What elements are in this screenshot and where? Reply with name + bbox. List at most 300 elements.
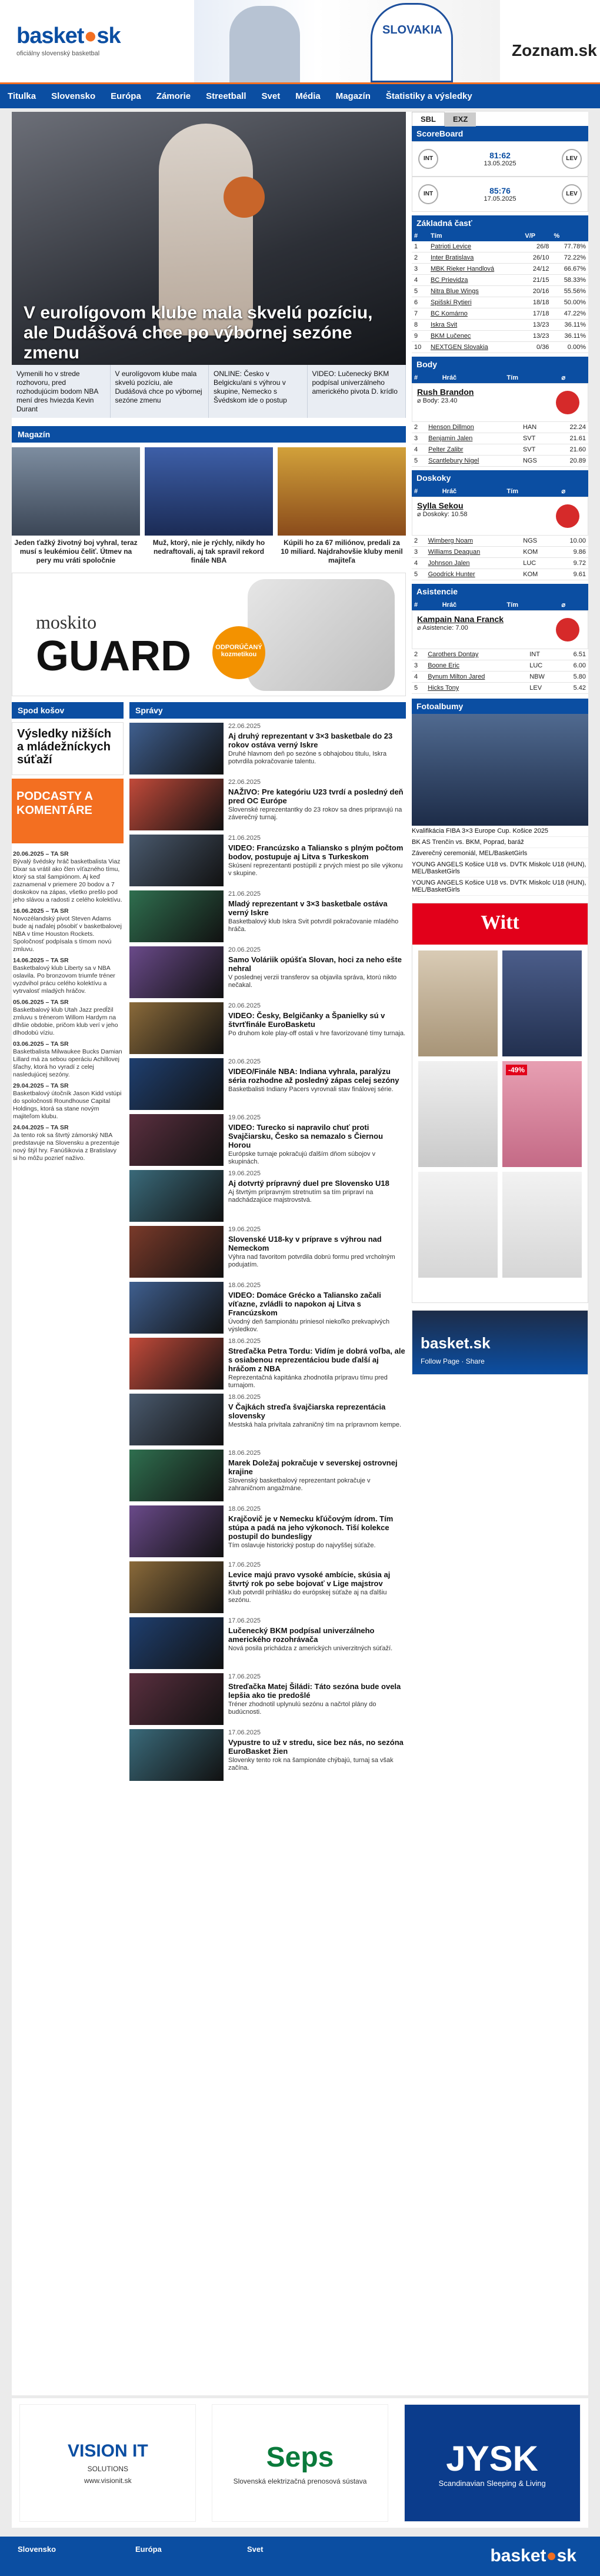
news-item[interactable] [129,723,406,775]
featured-sub-link[interactable]: VIDEO: Lučenecký BKM podpísal univerzálneho amerického pivota D. krídlo [308,365,406,418]
news-thumb[interactable] [129,1617,224,1669]
news-item[interactable] [129,1505,406,1557]
standings-row[interactable] [412,241,588,252]
spravy-column [129,702,406,1781]
news-text: Slovenské reprezentantky do 23 rokov sa dnes pripravujú na záverečný turnaj. [228,806,402,821]
footer-link[interactable]: Svet [247,2545,264,2554]
news-title[interactable]: Aj dotvrtý prípravný duel pre Slovensko U18 [228,1179,389,1188]
stat-cell: 3 [412,433,426,444]
stat-col-header: Hráč [440,599,505,610]
standings-cell: 5 [412,286,428,297]
stat-row[interactable] [412,649,588,660]
standings-row[interactable] [412,252,588,264]
partner-logo-suffix: .sk [574,41,597,59]
score-date: 17.05.2025 [484,195,516,202]
witt-ad[interactable] [412,903,588,1303]
news-title[interactable]: Mladý reprezentant v 3×3 basketbale ostáva verný Iskre [228,899,388,917]
player-name[interactable]: Hicks Tony [425,683,527,694]
fb-follow-button[interactable]: Follow Page [421,1357,460,1365]
stat-row[interactable] [412,444,588,456]
magazin-card[interactable] [145,447,273,568]
stat-cell: LUC [521,558,553,569]
stat-cell: LUC [527,660,559,672]
facebook-widget[interactable] [412,1310,588,1375]
magazin-card-image [145,447,273,536]
standings-cell: 77.78% [551,241,588,252]
footer-link[interactable]: Európa [135,2545,162,2554]
entry-text[interactable]: Ja tento rok sa štvrtý zámorský NBA predstavuje na Slovensku a prezentuje nový štýl hry. Fanúšikovia z Bratislavy si ho môžu pozrieť naživo. [13,1132,119,1162]
entry-text[interactable]: Bývalý švédsky hráč basketbalista Viaz Dixar sa vrátil ako člen víťazného tímu, ktorý sa stal šampiónom. Aj keď zaznamenal v priemere 20 bodov a 7 doskokov na zápas, všetko prešlo pod jeho slávou a radosti z celého kolektívu. [13,858,122,903]
score-row[interactable] [412,141,588,177]
news-title[interactable]: Krajčovič je v Nemecku kľúčovým ídrom. Tím stúpa a padá na jeho výkonoch. Tiší kolekce postupil do bundesligy [228,1514,394,1541]
standings-cell: 3 [412,264,428,275]
news-item[interactable] [129,1673,406,1725]
team-name[interactable]: Spišskí Rytieri [428,297,522,308]
news-body [224,1505,406,1557]
magazin-card[interactable] [12,447,140,568]
player-name[interactable]: Carothers Dontay [425,649,527,660]
left-column [12,112,406,1771]
stat-col-header: ⌀ [559,486,588,497]
standings-cell: 21/15 [522,275,551,286]
footer-logo-main: basket [490,2546,546,2565]
news-item[interactable] [129,1114,406,1166]
news-title[interactable]: Lučenecký BKM podpísal univerzálneho amerického rozohrávača [228,1626,375,1644]
news-title[interactable]: Slovenské U18-ky v príprave s výhrou nad Nemeckom [228,1235,382,1252]
podcasts-link[interactable]: PODCASTY A KOMENTÁRE [12,779,124,843]
sponsor-url: www.visionit.sk [84,2477,132,2485]
footer-link[interactable]: Slovensko [18,2545,56,2554]
standings-cell: 10 [412,342,428,353]
news-thumb[interactable] [129,1170,224,1222]
news-thumb[interactable] [129,946,224,998]
news-title[interactable]: Levice majú pravo vysoké ambície, skúsia aj štvrtý rok po sebe bojovať v Lige majstrov [228,1570,391,1588]
news-text: Tím oslavuje historický postup do najvyššej súťaže. [228,1542,376,1549]
standings-cell: 13/23 [522,320,551,331]
news-item[interactable] [129,1394,406,1445]
sponsor-name: VISION IT [67,2441,148,2461]
news-item[interactable] [129,779,406,830]
stat-leader-name[interactable]: Sylla Sekou [417,501,464,510]
news-item[interactable] [129,1729,406,1781]
featured-title[interactable]: V eurolígovom klube mala skvelú pozíciu, ale Dudášová chce po výbornej sezóne zmenu [24,303,373,363]
news-item[interactable] [129,1058,406,1110]
fb-share-button[interactable]: Share [465,1357,485,1365]
featured-sub-link[interactable]: V eurolígovom klube mala skvelú pozíciu, ale Dudášová chce po výbornej sezóne zmenu [111,365,209,418]
stat-cell: 3 [412,660,425,672]
featured-sub-link[interactable]: ONLINE: Česko v Belgicku/ani s výhrou v skupine, Nemecko s Švédskom ide o postup [209,365,308,418]
player-name[interactable]: Goodrick Hunter [426,569,521,580]
news-body [224,890,406,942]
nav-media[interactable]: Média [295,91,321,101]
news-item[interactable] [129,890,406,942]
news-title[interactable]: VIDEO: Domáce Grécko a Taliansko začali víťazne, zvládli to napokon aj Litva s Francúzskom [228,1291,381,1317]
standings-row[interactable] [412,264,588,275]
stat-leader[interactable] [412,383,588,422]
news-body [224,1338,406,1390]
stat-col-header: Hráč [440,486,505,497]
news-item[interactable] [129,1282,406,1334]
standings-cell: 0.00% [551,342,588,353]
news-date: 18.06.2025 [228,1394,261,1401]
news-thumb[interactable] [129,1282,224,1334]
stat-row[interactable] [412,672,588,683]
stat-col-header: ⌀ [559,372,588,383]
entry-text[interactable]: Basketbalový klub Liberty sa v NBA oslavila. Po bronzovom triumfe tréner vyzdvihol prácu celého kolektívu a vytrvalosť mladých hráčov. [13,965,115,995]
news-item[interactable] [129,1226,406,1278]
magazin-card-title[interactable]: Jeden ťažký životný boj vyhral, teraz musí s leukémiou čeliť. Útmev na pery mu vráti spoločnie [14,539,138,564]
news-title[interactable]: VIDEO/Finále NBA: Indiana vyhrala, paralýzu séria rozhodne až posledný zápas celej sezóny [228,1067,399,1085]
stat-cell: KOM [521,569,553,580]
news-body [224,1282,406,1334]
news-body [224,946,406,998]
entry-text[interactable]: Basketbalový klub Utah Jazz predĺžil zmluvu s trénerom Willom Hardym na dlhšie obdobie, pričom klub verí v jeho dlhodobú víziu. [13,1006,118,1036]
news-thumb[interactable] [129,835,224,886]
standings-col-header: % [551,231,588,241]
logo-ball-icon: ● [84,24,97,48]
standings-cell: 9 [412,331,428,342]
nav-svet[interactable]: Svet [261,91,281,101]
stat-leader[interactable] [412,497,588,536]
stat-row[interactable] [412,558,588,569]
stat-cell: NGS [521,456,552,467]
fotoalbum-link[interactable]: YOUNG ANGELS Košice U18 vs. DVTK Miskolc U18 (HUN), MEL/BasketGirls [412,877,588,896]
witt-products [412,945,588,1284]
nav-statistiky[interactable]: Štatistiky a výsledky [385,91,472,101]
standings-row[interactable] [412,308,588,320]
news-date: 20.06.2025 [228,946,261,953]
news-title[interactable]: Vypustre to už v stredu, sice bez nás, no sezóna EuroBasket žien [228,1738,404,1756]
player-name[interactable]: Henson Dillmon [426,422,521,433]
spod-kosov-column [12,702,124,1166]
news-date: 19.06.2025 [228,1114,261,1121]
magazin-card[interactable] [278,447,406,568]
news-thumb[interactable] [129,1450,224,1501]
stat-row[interactable] [412,683,588,694]
standings-cell: 26/8 [522,241,551,252]
partner-logo[interactable] [512,41,597,60]
news-thumb[interactable] [129,779,224,830]
news-item[interactable] [129,1170,406,1222]
news-text: Basketbalisti Indiany Pacers vyrovnali stav finálovej série. [228,1086,394,1093]
header-banner [194,0,500,82]
news-item[interactable] [129,835,406,886]
stat-row[interactable] [412,433,588,444]
nav-europa[interactable]: Európa [111,91,141,101]
news-date: 18.06.2025 [228,1282,261,1289]
fotoalbum-link[interactable]: YOUNG ANGELS Košice U18 vs. DVTK Miskolc U18 (HUN), MEL/BasketGirls [412,859,588,877]
magazin-card-image [12,447,140,536]
news-thumb[interactable] [129,1561,224,1613]
standings-col-header: # [412,231,428,241]
stat-cell: 5.80 [560,672,588,683]
news-date: 22.06.2025 [228,723,261,730]
nav-zamorie[interactable]: Zámorie [156,91,191,101]
stat-leader[interactable] [412,610,588,649]
news-thumb[interactable] [129,1338,224,1390]
standings-cell: 24/12 [522,264,551,275]
stat-leader-value: ⌀ Body: 23.40 [417,397,458,404]
witt-product-image [418,1172,498,1278]
stat-leader-name[interactable]: Rush Brandon [417,387,474,397]
news-title[interactable]: VIDEO: Turecko si napravilo chuť proti Svajčiarsku, Česko sa nemazalo s Čiernou Horou [228,1123,384,1149]
standings-cell: 13/23 [522,331,551,342]
spod-kosov-header[interactable]: Spod košov [12,702,124,719]
ad-brand-top: moskito [36,611,97,633]
featured-article[interactable] [12,112,406,365]
stat-col-header: # [412,486,440,497]
stat-cell: 5.42 [560,683,588,694]
team-name[interactable]: Nitra Blue Wings [428,286,522,297]
banner-player-right [371,3,453,82]
entry-date: 14.06.2025 – TA SR [13,957,69,964]
standings-cell: 2 [412,252,428,264]
stat-cell: SVT [521,433,552,444]
standings-row[interactable] [412,286,588,297]
news-date: 19.06.2025 [228,1226,261,1233]
standings-cell: 17/18 [522,308,551,320]
nav-streetball[interactable]: Streetball [206,91,246,101]
stat-col-header: Tím [504,372,559,383]
news-body [224,1617,406,1669]
stat-cell: NGS [521,536,553,547]
entry-text[interactable]: Basketbalový útočník Jason Kidd vstúpi do spoločnosti Roundhouse Capital Holdings, ktorá sa stane novým majiteľom klubu. [13,1090,122,1120]
fotoalbum-link[interactable]: BK AS Trenčín vs. BKM, Poprad, baráž [412,837,588,848]
magazin-header[interactable]: Magazín [12,426,406,443]
news-title[interactable]: Marek Doležaj pokračuje v severskej ostrovnej krajine [228,1458,398,1476]
league-tabs [412,112,588,126]
away-team-crest: LEV [562,149,582,169]
content [12,112,588,2395]
news-body [224,1058,406,1110]
player-name[interactable]: Williams Deaquan [426,547,521,558]
news-item[interactable] [129,1617,406,1669]
news-thumb[interactable] [129,723,224,775]
nav-slovensko[interactable]: Slovensko [51,91,96,101]
witt-logo: Witt [412,903,588,945]
player-name[interactable]: Wimberg Noam [426,536,521,547]
standings-row[interactable] [412,342,588,353]
site-logo[interactable] [16,24,158,65]
team-name[interactable]: BC Prievidza [428,275,522,286]
standings-row[interactable] [412,275,588,286]
score-row[interactable] [412,177,588,212]
standings-cell: 58.33% [551,275,588,286]
stat-cell: 4 [412,444,426,456]
news-text: Výhra nad favoritom potvrdila dobrú formu pred vrcholným podujatím. [228,1254,395,1268]
news-title[interactable]: VIDEO: Česky, Belgičanky a Španielky sú v štvrťfinále EuroBasketu [228,1011,385,1029]
news-thumb[interactable] [129,890,224,942]
fotoalbum-link[interactable]: Kvalifikácia FIBA 3×3 Europe Cup. Košice 2025 [412,826,588,837]
news-thumb[interactable] [129,1058,224,1110]
news-title[interactable]: Samo Voláriik opúšťa Slovan, hoci za neho ešte nehral [228,955,402,973]
stat-cell: KOM [521,547,553,558]
home-team-crest: INT [418,184,438,204]
footer [0,2537,600,2576]
nav-titulka[interactable]: Titulka [8,91,36,101]
team-crest-icon [556,618,579,641]
stat-cell: 20.89 [552,456,588,467]
news-title[interactable]: Aj druhý reprezentant v 3×3 basketbale do 23 rokov ostáva verný Iskre [228,732,393,749]
news-body [224,1002,406,1054]
magazin-card-image [278,447,406,536]
news-item[interactable] [129,1561,406,1613]
player-name[interactable]: Pelter Zalibr [426,444,521,456]
news-thumb[interactable] [129,1729,224,1781]
news-item[interactable] [129,1338,406,1390]
standings-cell: 50.00% [551,297,588,308]
stat-row[interactable] [412,569,588,580]
footer-ball-icon: ● [546,2546,557,2565]
standings-cell: 1 [412,241,428,252]
entry-text[interactable]: Basketbalista Milwaukee Bucks Damian Lillard má za sebou operáciu Achillovej šľachy, ktorá ho vyradí z celej nasledujúcej sezóny. [13,1048,122,1078]
featured-sub-link[interactable]: Vymenili ho v strede rozhovoru, pred rozhodujúcim bodom NBA mení dres hviezda Kevin Durant [12,365,111,418]
standings-cell: 18/18 [522,297,551,308]
news-thumb[interactable] [129,1394,224,1445]
fb-actions: Follow Page · Share [421,1357,485,1365]
stat-cell: 6.51 [560,649,588,660]
news-title[interactable]: V Čajkách streďa švajčiarska reprezentácia slovensky [228,1402,386,1420]
team-name[interactable]: BC Komárno [428,308,522,320]
stat-cell: 5 [412,569,426,580]
news-date: 22.06.2025 [228,779,261,786]
news-date: 18.06.2025 [228,1450,261,1457]
magazin-card-title[interactable]: Muž, ktorý, nie je rýchly, nikdy ho nedraftovali, aj tak spravil rekord finále NBA [152,539,265,564]
witt-product-image [418,950,498,1056]
news-body [224,1226,406,1278]
standings-row[interactable] [412,331,588,342]
sponsor-jysk[interactable] [404,2404,581,2522]
stat-head-row [412,372,588,383]
stat-cell: SVT [521,444,552,456]
standings-cell: 55.56% [551,286,588,297]
logo-accent: sk [96,24,121,48]
standings-row[interactable] [412,297,588,308]
news-thumb[interactable] [129,1505,224,1557]
team-name[interactable]: MBK Rieker Handlová [428,264,522,275]
fotoalbum-list [412,826,588,896]
stat-header[interactable]: Asistencie [412,584,588,599]
news-title[interactable]: NAŽIVO: Pre kategóriu U23 tvrdí a posledný deň pred OC Európe [228,787,404,805]
fotoalbum-image[interactable] [412,714,588,826]
stat-row[interactable] [412,536,588,547]
featured-subrow [12,365,406,418]
news-item[interactable] [129,946,406,998]
stat-col-header: Tím [504,486,559,497]
fotoalbumy-header[interactable]: Fotoalbumy [412,699,588,714]
results-link[interactable]: Výsledky nižších a mládežníckych súťaží [12,722,124,775]
stat-row[interactable] [412,456,588,467]
stat-leader-value: ⌀ Doskoky: 10.58 [417,511,468,518]
sponsor-seps[interactable] [212,2404,388,2522]
stat-header[interactable]: Doskoky [412,470,588,486]
team-crest-icon [556,504,579,528]
score-date: 13.05.2025 [484,160,516,167]
spravy-header[interactable]: Správy [129,702,406,719]
news-date: 18.06.2025 [228,1505,261,1513]
stat-cell: 6.00 [560,660,588,672]
stat-leader-name[interactable]: Kampain Nana Franck [417,614,504,624]
news-thumb[interactable] [129,1226,224,1278]
news-text: Po druhom kole play-off ostali v hre favorizované tímy turnaja. [228,1030,406,1037]
standings-cell: 72.22% [551,252,588,264]
stat-row[interactable] [412,422,588,433]
player-name[interactable]: Boone Eric [425,660,527,672]
witt-product-image [502,1061,582,1167]
stat-leader-value: ⌀ Asistencie: 7.00 [417,624,468,631]
news-body [224,1394,406,1445]
news-item[interactable] [129,1450,406,1501]
stat-col-header: # [412,599,440,610]
stat-cell: 21.61 [552,433,588,444]
team-name[interactable]: Iskra Svit [428,320,522,331]
stat-cell: 22.24 [552,422,588,433]
tab-sbl[interactable]: SBL [412,112,445,126]
standings-cell: 36.11% [551,331,588,342]
fotoalbum-link[interactable]: Záverečný ceremoniál, MEL/BasketGirls [412,848,588,859]
news-text: Basketbalový klub Iskra Svit potvrdil pokračovanie mladého hráča. [228,918,399,933]
standings-row[interactable] [412,320,588,331]
tab-exz[interactable]: EXZ [445,112,476,127]
home-team-crest: INT [418,149,438,169]
witt-product-image [502,950,582,1056]
nav-magazin[interactable]: Magazín [335,91,371,101]
news-text: Aj štvrtým prípravným stretnutím sa tím pripraví na nadchádzajúce majstrovstvá. [228,1189,374,1204]
team-name[interactable]: BKM Lučenec [428,331,522,342]
player-name[interactable]: Scantlebury Nigel [426,456,521,467]
news-date: 17.06.2025 [228,1561,261,1568]
moskito-ad[interactable] [12,573,406,696]
stat-header[interactable]: Body [412,357,588,372]
news-list [129,723,406,1781]
stat-row[interactable] [412,547,588,558]
sponsor-jysk-block [405,2405,580,2521]
news-date: 18.06.2025 [228,1338,261,1345]
stat-col-header: Tím [504,599,559,610]
ad-badge: ODPORÚČANÝ kozmetikou [212,626,265,679]
stat-table [412,422,588,467]
stat-cell: NBW [527,672,559,683]
score-cell [484,186,516,202]
news-title[interactable]: VIDEO: Francúzsko a Taliansko s plným počtom bodov, postupuje aj Litva s Turkeskom [228,843,404,861]
news-body [224,1170,406,1222]
stat-row[interactable] [412,660,588,672]
entry-text[interactable]: Novozélandský pivot Steven Adams bude aj naďalej pôsobiť v basketbalovej NBA v tíme Houston Rockets. Spoločnosť podpísala s tímom novú zmluvu. [13,915,122,953]
news-title[interactable]: Streďačka Petra Tordu: Vidím je dobrá voľba, ale s osiabenou reprezentáciou bude ďalší aj hráčom z NBA [228,1347,405,1373]
team-name[interactable]: NEXTGEN Slovakia [428,342,522,353]
news-title[interactable]: Streďačka Matej Šiládi: Táto sezóna bude ovela lepšia ako tie predošlé [228,1682,401,1700]
team-name[interactable]: Patrioti Levice [428,241,522,252]
news-date: 19.06.2025 [228,1170,261,1177]
news-text: V poslednej verzii transferov sa objavila správa, ktorú nikto nečakal. [228,974,397,989]
sponsor-name: JYSK [446,2439,539,2478]
news-thumb[interactable] [129,1002,224,1054]
sponsors [12,2398,588,2528]
player-name[interactable]: Benjamin Jalen [426,433,521,444]
team-name[interactable]: Inter Bratislava [428,252,522,264]
news-text: Slovenky tento rok na šampionáte chýbajú, turnaj sa však začína. [228,1757,394,1771]
player-name[interactable]: Johnson Jalen [426,558,521,569]
sponsor-visionit[interactable] [19,2404,196,2522]
magazin-card-title[interactable]: Kúpili ho za 67 miliónov, predali za 10 miliard. Najdrahovšie kluby menil majiteľa [281,539,403,564]
news-thumb[interactable] [129,1114,224,1166]
news-text: Tréner zhodnotil uplynulú sezónu a načrtol plány do budúcnosti. [228,1701,376,1716]
footer-logo[interactable] [490,2546,576,2566]
news-item[interactable] [129,1002,406,1054]
news-thumb[interactable] [129,1673,224,1725]
right-column [412,112,588,1375]
player-name[interactable]: Bynum Milton Jared [425,672,527,683]
